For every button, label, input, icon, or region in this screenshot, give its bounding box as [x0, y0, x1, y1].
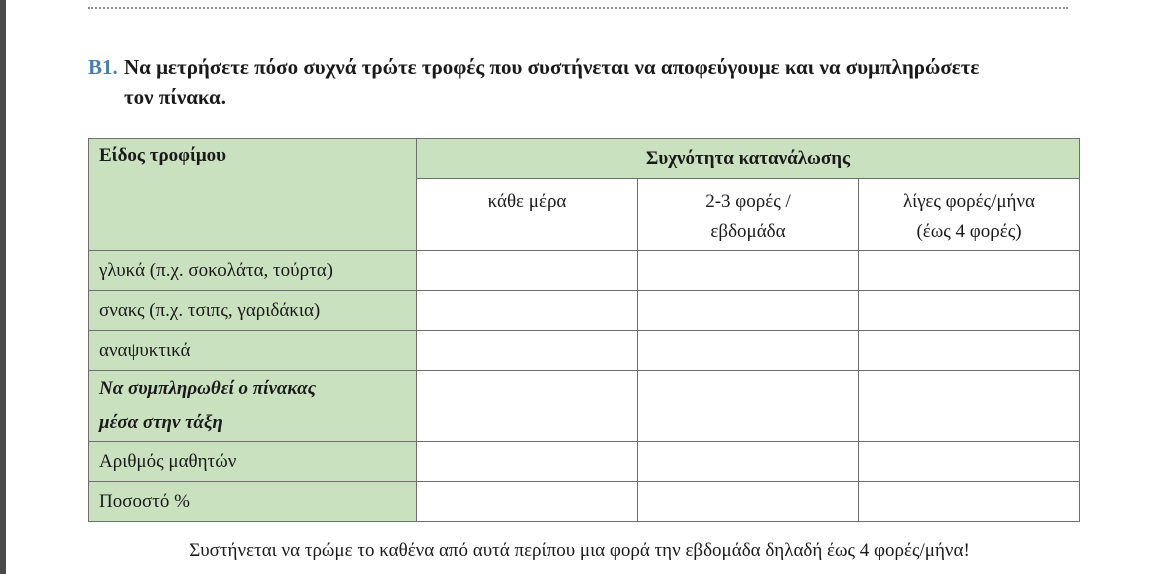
answer-cell[interactable] — [638, 371, 859, 442]
dotted-divider — [88, 7, 1068, 9]
row-label-sweets: γλυκά (π.χ. σοκολάτα, τούρτα) — [89, 251, 417, 291]
answer-cell[interactable] — [638, 482, 859, 522]
row-label-snacks: σνακς (π.χ. τσιπς, γαριδάκια) — [89, 291, 417, 331]
answer-cell[interactable] — [859, 291, 1080, 331]
group-header: Συχνότητα κατανάλωσης — [417, 139, 1080, 179]
answer-cell[interactable] — [859, 482, 1080, 522]
table-row — [89, 251, 1080, 291]
table-row — [89, 482, 1080, 522]
row-label-soft-drinks: αναψυκτικά — [89, 331, 417, 371]
answer-cell[interactable] — [417, 371, 638, 442]
answer-cell[interactable] — [638, 442, 859, 482]
column-header-weekly: 2-3 φορές / εβδομάδα — [638, 179, 859, 251]
question-text-line2: τον πίνακα. — [124, 85, 226, 109]
table-row — [89, 371, 1080, 442]
table-header-row — [89, 139, 1080, 179]
footer-note: Συστήνεται να τρώμε το καθένα από αυτά περίπου μια φορά την εβδομάδα δηλαδή έως 4 φορές/μήνα! — [189, 540, 970, 561]
answer-cell[interactable] — [859, 442, 1080, 482]
answer-cell[interactable] — [417, 251, 638, 291]
table-row — [89, 291, 1080, 331]
column-header-monthly: λίγες φορές/μήνα (έως 4 φορές) — [859, 179, 1080, 251]
answer-cell[interactable] — [859, 251, 1080, 291]
row-label-student-count: Αριθμός μαθητών — [89, 442, 417, 482]
answer-cell[interactable] — [417, 442, 638, 482]
answer-cell[interactable] — [859, 331, 1080, 371]
column-header-daily: κάθε μέρα — [417, 179, 638, 251]
table-row — [89, 442, 1080, 482]
question-number: Β1. — [88, 55, 118, 79]
table-row — [89, 331, 1080, 371]
answer-cell[interactable] — [859, 371, 1080, 442]
frequency-table — [88, 138, 1080, 522]
page-edge — [0, 0, 6, 574]
question-block — [88, 52, 1088, 112]
answer-cell[interactable] — [638, 251, 859, 291]
question-text-line1: Να μετρήσετε πόσο συχνά τρώτε τροφές που συστήνεται να αποφεύγουμε και να συμπληρώσετε — [124, 55, 980, 79]
answer-cell[interactable] — [638, 331, 859, 371]
corner-header: Είδος τροφίμου — [89, 139, 417, 251]
answer-cell[interactable] — [638, 291, 859, 331]
row-label-class-fill: Να συμπληρωθεί ο πίνακας μέσα στην τάξη — [89, 371, 417, 442]
answer-cell[interactable] — [417, 331, 638, 371]
answer-cell[interactable] — [417, 291, 638, 331]
row-label-percentage: Ποσοστό % — [89, 482, 417, 522]
answer-cell[interactable] — [417, 482, 638, 522]
